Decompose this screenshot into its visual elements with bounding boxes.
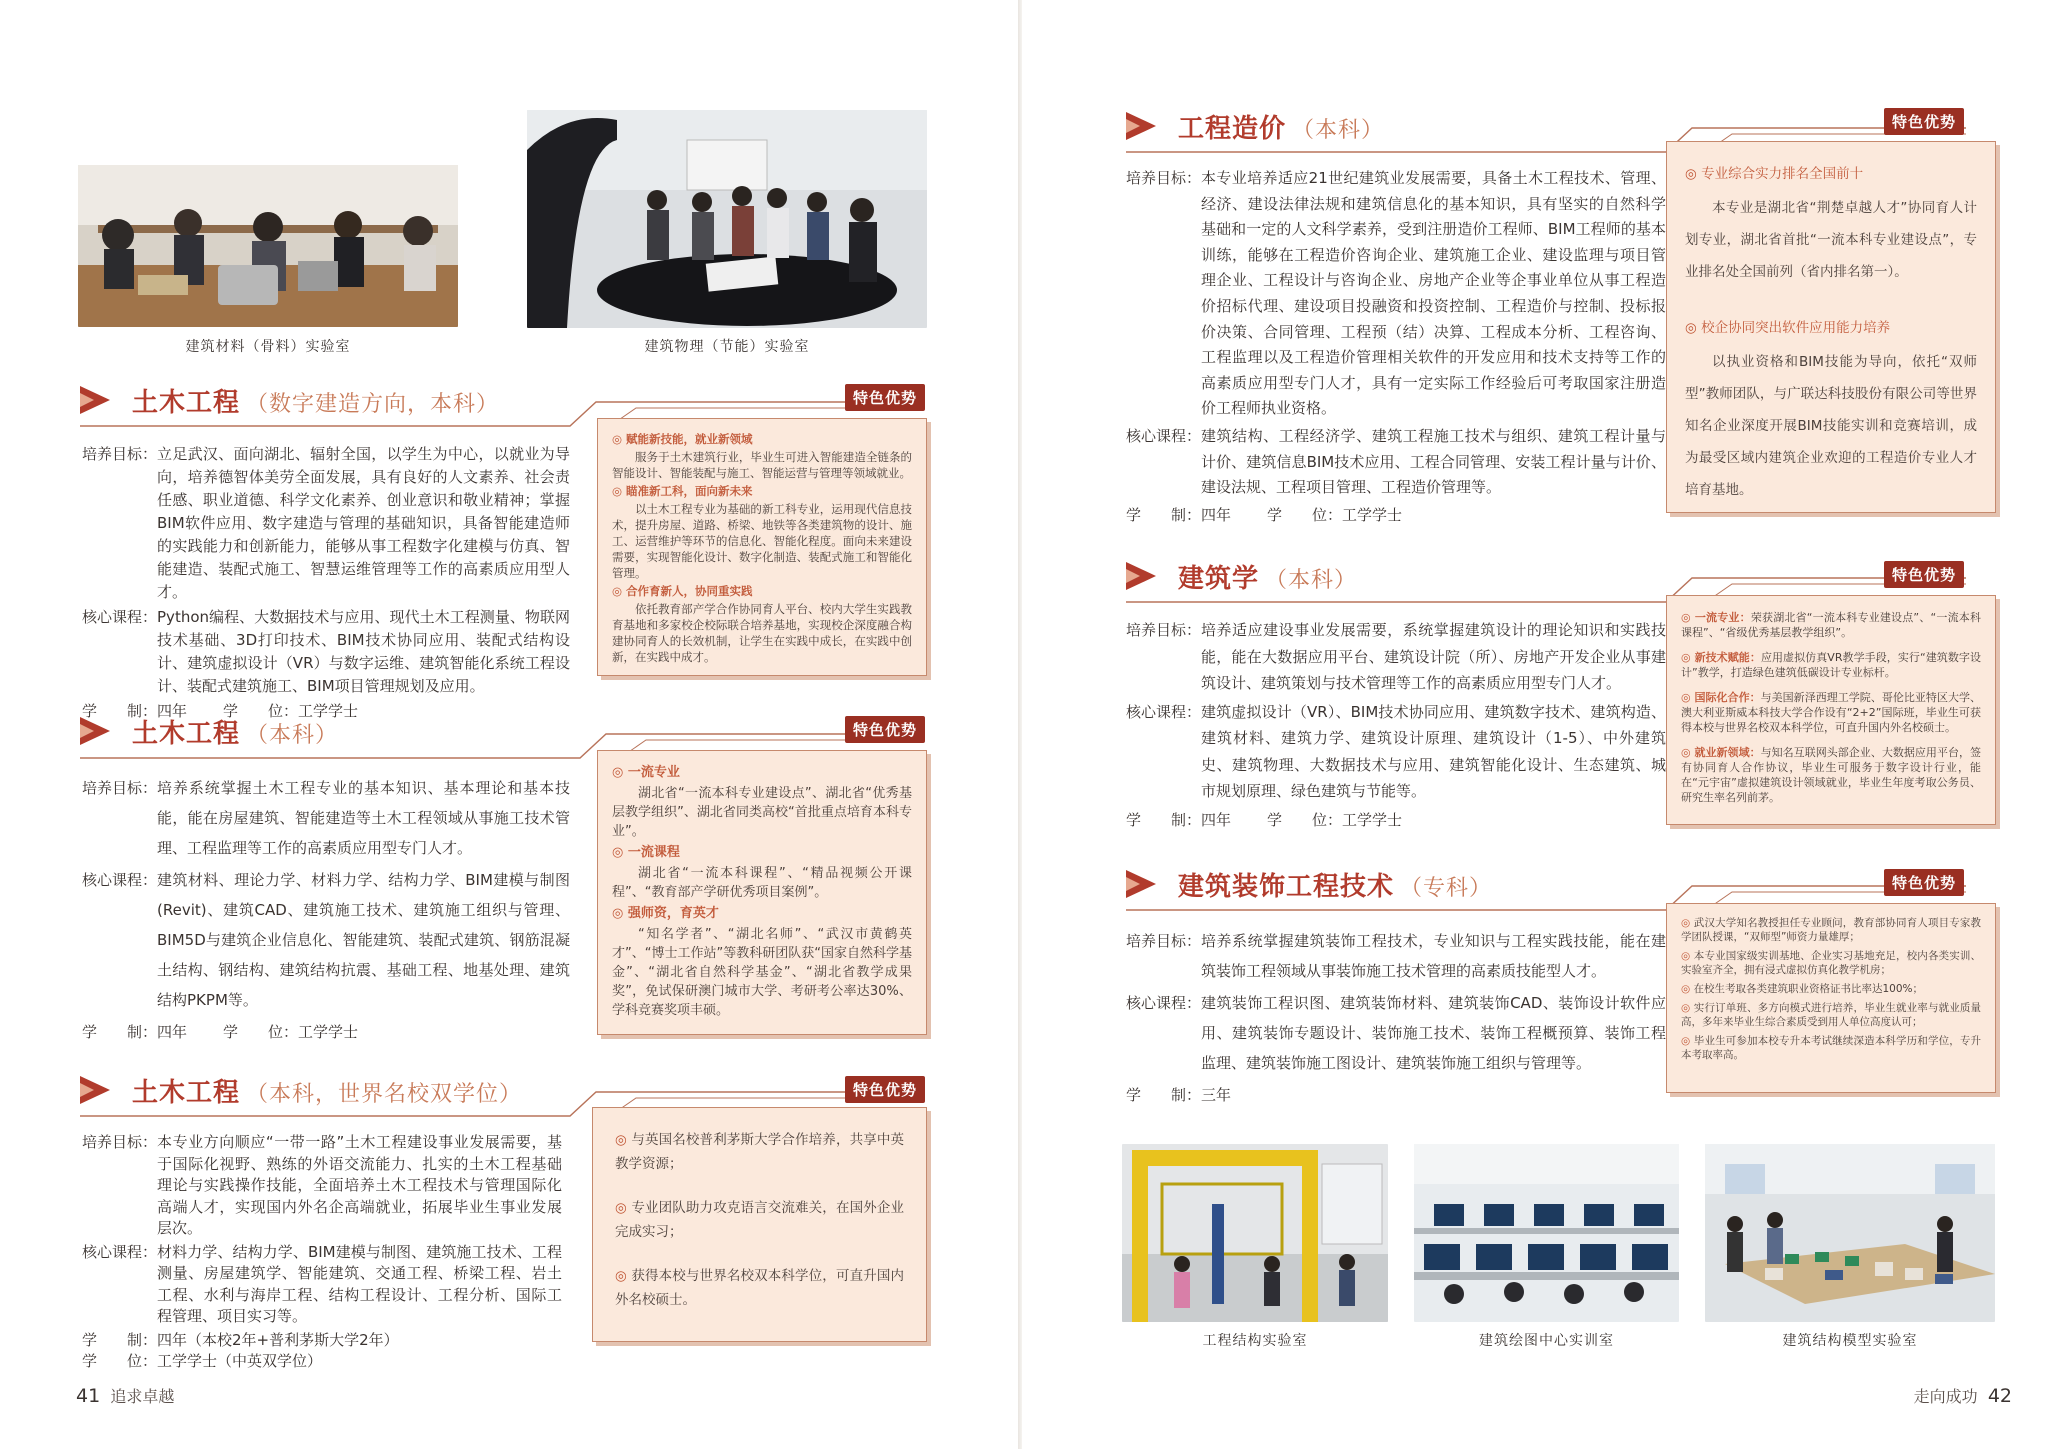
feature-text: ◎ 实行订单班、多方向模式进行培养，毕业生就业率与就业质量高，多年来毕业生综合素质受到用人单位高度认可； <box>1681 1002 1982 1028</box>
lab-photo-physics <box>527 110 927 328</box>
feature-text: ◎ 一流专业：荣获湖北省“一流本科专业建设点”、“一流本科课程”、“省级优秀基层教学组织”。 <box>1681 610 1981 640</box>
photo-caption: 建筑结构模型实验室 <box>1782 1333 1918 1349</box>
degree-label: 学 位： <box>223 1023 299 1041</box>
degree-value: 工学学士 <box>1342 810 1403 829</box>
duration-label: 学 制： <box>82 702 158 720</box>
goal-text: 本专业方向顺应“一带一路”土木工程建设事业发展需要，基于国际化视野、熟练的外语交流能力、扎实的土木工程基础理论与实践操作技能，全面培养土木工程技术与管理国际化高端人才，实现国内外名企高端就业，拓展毕业生事业发展层次。 <box>157 1133 562 1237</box>
feature-text: 湖北省“一流本科课程”、“精品视频公开课程”、“教育部产学研优秀项目案例”。 <box>612 866 912 900</box>
feature-badge: 特色优势 <box>1884 108 1964 135</box>
degree-value: 工学学士 <box>1342 505 1403 524</box>
feature-badge: 特色优势 <box>845 716 925 743</box>
feature-heading: ◎ 合作育新人，协同重实践 <box>612 583 912 599</box>
feature-text: “知名学者”、“湖北名师”、“武汉市黄鹤英才”、“博士工作站”等教科研团队获“国家自然科学基金”、“湖北省自然科学基金”、“湖北省教学成果奖”，免试保研澳门城市大学、考研考公率达30%、学科竞赛奖项丰硕。 <box>612 927 912 1018</box>
feature-text: ◎ 武汉大学知名教授担任专业顾问，教育部协同育人项目专家教学团队授课，“双师型”师资力量雄厚； <box>1681 917 1982 943</box>
feature-heading: ◎ 瞄准新工科，面向新未来 <box>612 483 912 499</box>
section-title: 工程造价 （本科） <box>1178 114 1385 144</box>
degree-value: 工学学士 <box>298 702 359 720</box>
footer-label: 走向成功 <box>1913 1387 1978 1406</box>
course-text: 建筑材料、理论力学、材料力学、结构力学、BIM建模与制图(Revit)、建筑CAD、建筑施工技术、建筑施工组织与管理、BIM5D与建筑企业信息化、智能建筑、装配式建筑、钢筋混凝土结构、钢结构、建筑结构抗震、基础工程、地基处理、建筑结构PKPM等。 <box>157 871 570 1009</box>
duration-label: 学 制： <box>1126 1086 1202 1104</box>
photo-caption: 建筑绘图中心实训室 <box>1479 1333 1614 1349</box>
feature-box <box>597 418 927 676</box>
feature-text: ◎ 本专业国家级实训基地、企业实习基地充足，校内各类实训、实验室齐全，拥有浸式虚拟仿真化教学机房； <box>1681 950 1982 976</box>
lab-photo-structure <box>1122 1144 1388 1322</box>
goal-text: 培养系统掌握土木工程专业的基本知识、基本理论和基本技能，能在房屋建筑、智能建造等土木工程领域从事施工技术管理、工程监理等工作的高素质应用型专门人才。 <box>157 779 570 857</box>
page-footer <box>1914 1384 2012 1407</box>
lab-photo-drawing <box>1414 1144 1679 1322</box>
footer-label: 追求卓越 <box>110 1387 175 1406</box>
feature-heading: ◎ 强师资，育英才 <box>612 904 912 923</box>
feature-heading: ◎ 校企协同突出软件应用能力培养 <box>1685 312 1977 344</box>
section-title: 建筑学 （本科） <box>1178 564 1358 594</box>
lab-photo-materials <box>78 165 458 327</box>
feature-text: ◎ 新技术赋能：应用虚拟仿真VR教学手段，实行“建筑数字设计”教学，打造绿色建筑低碳设计专业标杆。 <box>1681 650 1981 680</box>
feature-box <box>1666 141 1996 513</box>
course-text: Python编程、大数据技术与应用、现代土木工程测量、物联网技术基础、3D打印技术、BIM技术协同应用、装配式结构设计、建筑虚拟设计（VR）与数字运维、建筑智能化系统工程设计、装配式建筑施工、BIM项目管理规划及应用。 <box>157 608 570 695</box>
goal-text: 培养适应建设事业发展需要，系统掌握建筑设计的理论知识和实践技能，能在大数据应用平台、建筑设计院（所）、房地产开发企业从事建筑设计、建筑策划与技术管理等工作的高素质应用型专门人才。 <box>1201 621 1666 692</box>
goal-label: 培养目标： <box>1126 932 1202 950</box>
duration-label: 学 制： <box>1126 505 1202 524</box>
feature-text: ◎ 获得本校与世界名校双本科学位，可直升国内外名校硕士。 <box>615 1268 905 1308</box>
duration-value: 四年 <box>157 702 188 720</box>
feature-box <box>1666 903 1996 1093</box>
section-body <box>82 443 570 725</box>
course-label: 核心课程： <box>82 608 158 626</box>
degree-label: 学 位： <box>1267 505 1343 524</box>
feature-heading: ◎ 赋能新技能，就业新领域 <box>612 431 912 447</box>
feature-text: 以土木工程专业为基础的新工科专业，运用现代信息技术，提升房屋、道路、桥梁、地铁等各类建筑物的设计、施工、运营维护等环节的信息化、智能化程度。面向未来建设需要，实现智能化设计、数字化制造、装配式施工和智能化管理。 <box>612 502 912 580</box>
section-title: 土木工程 （数字建造方向，本科） <box>132 388 500 418</box>
section-title: 土木工程 （本科，世界名校双学位） <box>132 1078 523 1108</box>
section-title: 土木工程 （本科） <box>132 719 339 749</box>
duration-value: 四年 <box>157 1023 188 1041</box>
photo-caption: 建筑材料（骨料）实验室 <box>185 339 351 355</box>
degree-label: 学 位： <box>82 1352 158 1370</box>
course-label: 核心课程： <box>82 1242 158 1261</box>
goal-text: 培养系统掌握建筑装饰工程技术，专业知识与工程实践技能，能在建筑装饰工程领域从事装饰施工技术管理的高素质技能型人才。 <box>1201 932 1666 980</box>
degree-value: 工学学士（中英双学位） <box>157 1352 323 1370</box>
feature-badge: 特色优势 <box>1884 869 1964 896</box>
feature-text: ◎ 在校生考取各类建筑职业资格证书比率达100%； <box>1681 983 1924 995</box>
degree-label: 学 位： <box>223 702 299 720</box>
feature-badge: 特色优势 <box>845 1076 925 1103</box>
feature-text: 以执业资格和BIM技能为导向，依托“双师型”教师团队，与广联达科技股份有限公司等世界知名企业深度开展BIM技能实训和竞赛培训，成为最受区域内建筑企业欢迎的工程造价专业人才培育基地。 <box>1685 354 1977 498</box>
right-page <box>1022 0 2048 1449</box>
feature-heading: ◎ 一流专业 <box>612 763 912 782</box>
page-number: 42 <box>1987 1385 2012 1407</box>
section-body <box>1126 617 1666 835</box>
photo-caption: 工程结构实验室 <box>1202 1333 1308 1349</box>
duration-value: 四年 <box>1201 505 1232 524</box>
feature-text: ◎ 与英国名校普利茅斯大学合作培养，共享中英教学资源； <box>615 1132 905 1172</box>
section-body <box>82 1132 562 1375</box>
course-label: 核心课程： <box>1126 426 1202 445</box>
duration-label: 学 制： <box>82 1330 158 1349</box>
goal-label: 培养目标： <box>1126 169 1202 187</box>
section-title: 建筑装饰工程技术 （专科） <box>1178 872 1493 902</box>
section-body <box>1126 166 1666 530</box>
course-label: 核心课程： <box>82 871 158 889</box>
page-footer <box>76 1384 174 1407</box>
goal-label: 培养目标： <box>82 445 158 463</box>
course-label: 核心课程： <box>1126 994 1202 1012</box>
feature-box <box>1666 595 1996 825</box>
feature-badge: 特色优势 <box>845 384 925 411</box>
duration-label: 学 制： <box>82 1023 158 1041</box>
feature-heading: ◎ 专业综合实力排名全国前十 <box>1685 158 1977 190</box>
duration-value: 四年 <box>1201 810 1232 829</box>
page-number: 41 <box>76 1385 101 1407</box>
left-page <box>0 0 1022 1449</box>
photo-caption: 建筑物理（节能）实验室 <box>644 339 810 355</box>
duration-value: 三年 <box>1201 1086 1232 1104</box>
goal-label: 培养目标： <box>82 779 158 797</box>
course-label: 核心课程： <box>1126 702 1202 721</box>
feature-box <box>592 1107 927 1342</box>
section-body <box>82 773 570 1049</box>
feature-text: 依托教育部产学合作协同育人平台、校内大学生实践教育基地和多家校企校际联合培养基地，实现校企深度融合构建协同育人的长效机制，让学生在实践中成长，在实践中创新，在实践中成才。 <box>612 602 912 664</box>
course-text: 建筑结构、工程经济学、建筑工程施工技术与组织、建筑工程计量与计价、建筑信息BIM技术应用、工程合同管理、安装工程计量与计价、建设法规、工程项目管理、工程造价管理等。 <box>1201 426 1666 497</box>
course-text: 建筑虚拟设计（VR）、BIM技术协同应用、建筑数字技术、建筑构造、建筑材料、建筑力学、建筑设计原理、建筑设计（1-5）、中外建筑史、建筑物理、大数据技术与应用、建筑智能化设计、生态建筑、城市规划原理、绿色建筑与节能等。 <box>1201 702 1666 800</box>
goal-text: 本专业培养适应21世纪建筑业发展需要，具备土木工程技术、管理、经济、建设法律法规和建筑信息化的基本知识，具有坚实的自然科学基础和一定的人文科学素养，受到注册造价工程师、BIM工程师的基本训练，能够在工程造价咨询企业、建筑施工企业、建设监理与项目管理企业、工程设计与咨询企业、房地产企业等企事业单位从事工程造价招标代理、建设项目投融资和投资控制、工程造价与控制、投标报价决策、合同管理、工程预（结）决算、工程成本分析、工程咨询、工程监理以及工程造价管理相关软件的开发应用和技术支持等工作的高素质应用型专门人才，具有一定实际工作经验后可考取国家注册造价工程师执业资格。 <box>1201 169 1666 418</box>
feature-text: ◎ 就业新领域：与知名互联网头部企业、大数据应用平台，签有协同育人合作协议，毕业生可服务于数字设计行业，能在“元宇宙”虚拟建筑设计领域就业，毕业生年度考取公务员、研究生率名列前茅。 <box>1681 745 1981 805</box>
feature-badge: 特色优势 <box>1884 561 1964 588</box>
feature-text: ◎ 国际化合作：与美国新泽西理工学院、哥伦比亚特区大学、澳大利亚斯威本科技大学合作设有“2+2”国际班，毕业生可获得本校与世界名校双本科学位，可直升国内外名校硕士。 <box>1681 690 1981 735</box>
feature-box <box>597 750 927 1035</box>
course-text: 材料力学、结构力学、BIM建模与制图、建筑施工技术、工程测量、房屋建筑学、智能建筑、交通工程、桥梁工程、岩土工程、水利与海岸工程、结构工程设计、工程分析、国际工程管理、项目实习等。 <box>157 1242 562 1325</box>
feature-heading: ◎ 一流课程 <box>612 843 912 862</box>
section-body <box>1126 926 1666 1112</box>
feature-text: 本专业是湖北省“荆楚卓越人才”协同育人计划专业，湖北省首批“一流本科专业建设点”，专业排名处全国前列（省内排名第一）。 <box>1685 200 1977 280</box>
lab-photo-model <box>1705 1144 1995 1322</box>
goal-label: 培养目标： <box>82 1133 158 1151</box>
degree-value: 工学学士 <box>298 1023 359 1041</box>
course-text: 建筑装饰工程识图、建筑装饰材料、建筑装饰CAD、装饰设计软件应用、建筑装饰专题设计、装饰施工技术、装饰工程概预算、装饰工程监理、建筑装饰施工图设计、建筑装饰施工组织与管理等。 <box>1201 994 1666 1072</box>
feature-text: 服务于土木建筑行业，毕业生可进入智能建造全链条的智能设计、智能装配与施工、智能运营与管理等领域就业。 <box>612 450 912 480</box>
duration-value: 四年（本校2年+普利茅斯大学2年） <box>157 1330 399 1349</box>
feature-text: 湖北省“一流本科专业建设点”、湖北省“优秀基层教学组织”、湖北省同类高校“首批重点培育本科专业”。 <box>612 786 912 839</box>
feature-text: ◎ 专业团队助力攻克语言交流难关，在国外企业完成实习； <box>615 1200 905 1240</box>
degree-label: 学 位： <box>1267 810 1343 829</box>
goal-text: 立足武汉、面向湖北、辐射全国，以学生为中心，以就业为导向，培养德智体美劳全面发展，具有良好的人文素养、社会责任感、职业道德、科学文化素养、创业意识和敬业精神；掌握BIM软件应用、数字建造与管理的基础知识，具备智能建造师的实践能力和创新能力，能够从事工程数字化建模与仿真、智能建造、装配式施工、智慧运维管理等工作的高素质应用型人才。 <box>157 445 570 601</box>
duration-label: 学 制： <box>1126 810 1202 829</box>
goal-label: 培养目标： <box>1126 621 1202 639</box>
feature-text: ◎ 毕业生可参加本校专升本考试继续深造本科学历和学位，专升本考取率高。 <box>1681 1035 1982 1061</box>
